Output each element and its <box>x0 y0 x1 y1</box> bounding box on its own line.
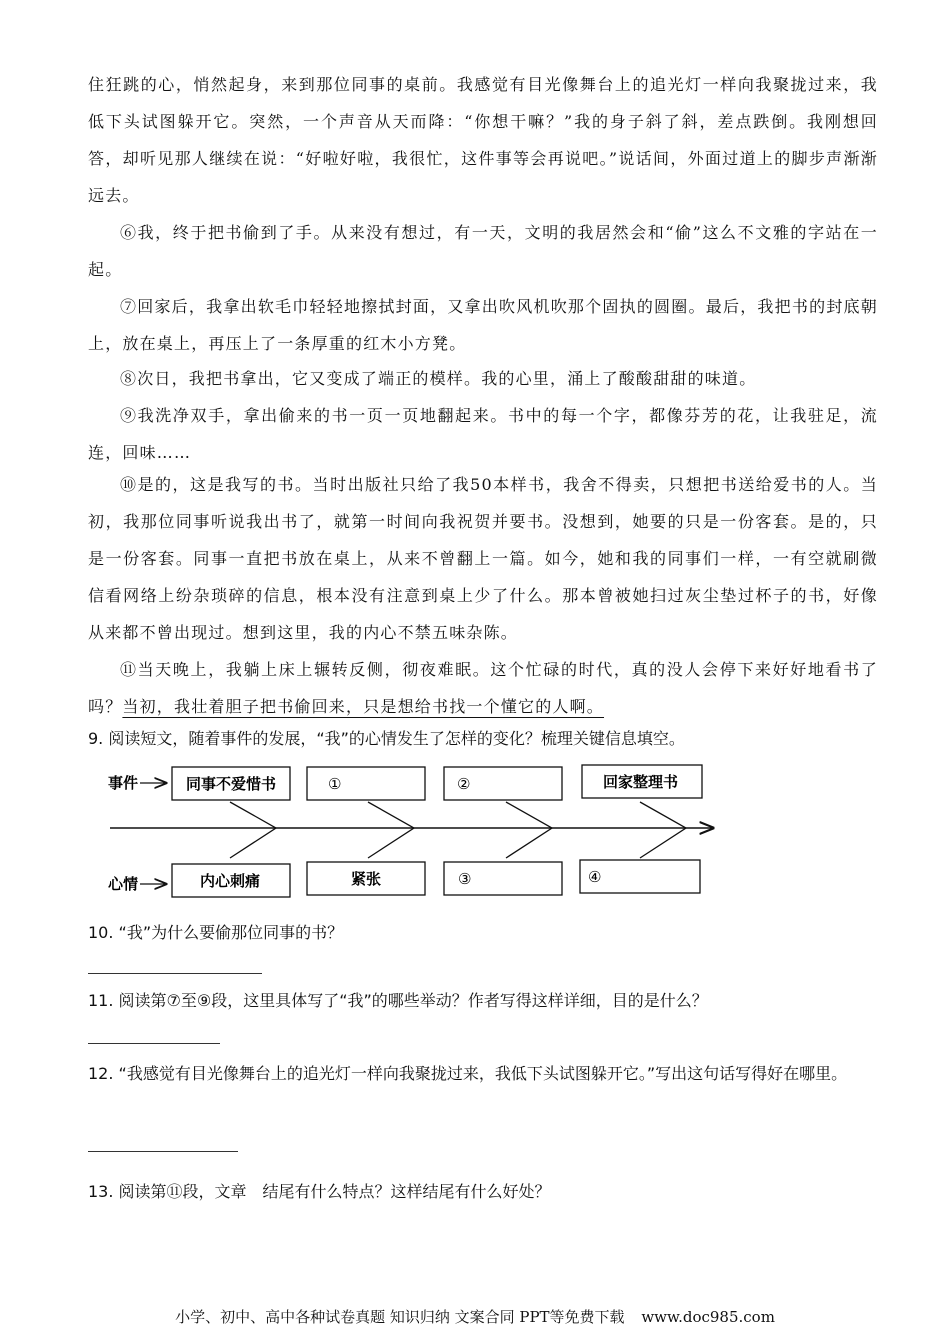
answer-line-12[interactable] <box>88 1151 238 1152</box>
event-text-1: 同事不爱惜书 <box>186 775 277 793</box>
question-9: 9. 阅读短文，随着事件的发展，“我”的心情发生了怎样的变化？梳理关键信息填空。 <box>88 729 685 748</box>
question-13: 13. 阅读第⑪段，文章 结尾有什么特点？这样结尾有什么好处？ <box>88 1182 551 1201</box>
fishbone-diagram <box>0 758 950 908</box>
question-10: 10. “我”为什么要偷那位同事的书？ <box>88 923 344 942</box>
paragraph-11-underlined-sentence: 当初，我壮着胆子把书偷回来，只是想给书找一个懂它的人啊。 <box>122 697 605 716</box>
passage-paragraph-10: ⑩是的，这是我写的书。当时出版社只给了我50本样书，我舍不得卖，只想把书送给爱书的人。当初，我那位同事听说我出书了，就第一时间向我祝贺并要书。没想到，她要的只是一份客套。是的，只是一份客套。同事一直把书放在桌上，从来不曾翻上一篇。如今，她和我的同事们一样，一有空就刷微信看网络上纷杂琐碎的信息，根本没有注意到桌上少了什么。那本曾被她扫过灰尘垫过杯子的书，好像从来都不曾出现过。想到这里，我的内心不禁五味杂陈。 <box>88 475 878 642</box>
footer-website-link[interactable]: www.doc985.com <box>641 1308 775 1326</box>
mood-text-2: 紧张 <box>351 870 382 888</box>
passage-paragraph-11 <box>88 651 878 725</box>
answer-line-11[interactable] <box>88 1043 220 1044</box>
passage-paragraph-6: ⑥我，终于把书偷到了手。从来没有想过，有一天，文明的我居然会和“偷”这么不文雅的字站在一起。 <box>88 223 878 279</box>
event-text-2: ① <box>328 775 342 793</box>
event-text-4: 回家整理书 <box>603 773 679 791</box>
question-11: 11. 阅读第⑦至⑨段，这里具体写了“我”的哪些举动？作者写得这样详细，目的是什么？ <box>88 991 708 1010</box>
passage-paragraph-7: ⑦回家后，我拿出软毛巾轻轻地擦拭封面，又拿出吹风机吹那个固执的圆圈。最后，我把书的封底朝上，放在桌上，再压上了一条厚重的红木小方凳。 <box>88 297 878 353</box>
passage-paragraph-9: ⑨我洗净双手，拿出偷来的书一页一页地翻起来。书中的每一个字，都像芬芳的花，让我驻足，流连，回味…… <box>88 406 878 462</box>
passage-paragraph-continued: 住狂跳的心，悄然起身，来到那位同事的桌前。我感觉有目光像舞台上的追光灯一样向我聚拢过来，我低下头试图躲开它。突然，一个声音从天而降：“你想干嘛？”我的身子斜了斜，差点跌倒。我刚想回答，却听见那人继续在说：“好啦好啦，我很忙，这件事等会再说吧。”说话间，外面过道上的脚步声渐渐远去。 <box>88 75 878 205</box>
event-box-2 <box>307 767 425 800</box>
paragraph-11-text: ⑪当天晚上，我躺上床上辗转反侧，彻夜难眠。这个忙碌的时代，真的没人会停下来好好地看书了吗？ <box>88 660 878 716</box>
row-label-mood: 心情 <box>108 875 139 893</box>
question-12: 12. “我感觉有目光像舞台上的追光灯一样向我聚拢过来，我低下头试图躲开它。”写出这句话写得好在哪里。 <box>88 1064 848 1083</box>
footer <box>0 1306 950 1327</box>
mood-text-1: 内心刺痛 <box>200 872 261 890</box>
mood-text-4: ④ <box>588 868 602 886</box>
passage-paragraph-8: ⑧次日，我把书拿出，它又变成了端正的模样。我的心里，涌上了酸酸甜甜的味道。 <box>120 369 757 388</box>
row-label-events: 事件 <box>108 774 139 792</box>
spine-bones <box>230 802 686 858</box>
mood-text-3: ③ <box>458 870 472 888</box>
event-text-3: ② <box>457 775 471 793</box>
answer-line-10[interactable] <box>88 973 262 974</box>
footer-text: 小学、初中、高中各种试卷真题 知识归纳 文案合同 PPT等免费下载 <box>175 1308 625 1326</box>
